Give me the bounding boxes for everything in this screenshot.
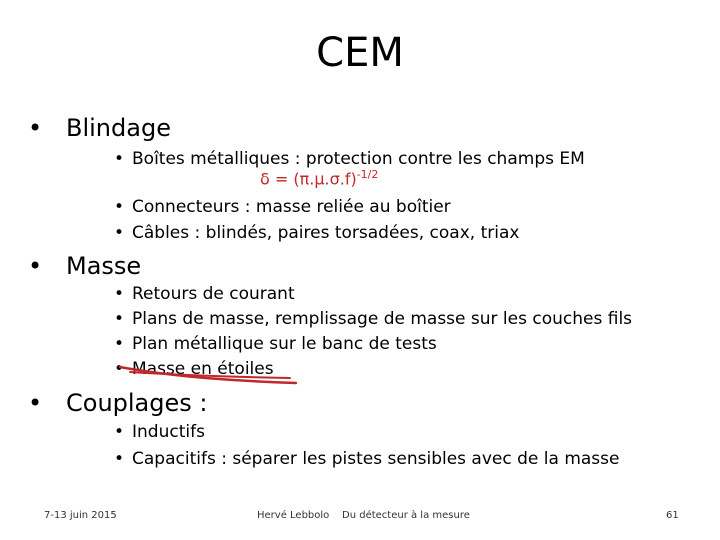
skin-depth-formula	[260, 168, 378, 188]
bullet-icon: •	[114, 284, 125, 304]
list-item	[114, 449, 619, 469]
section-heading-blindage	[28, 114, 171, 142]
formula-exponent: -1/2	[356, 168, 379, 181]
list-item-text: Masse en étoiles	[132, 359, 274, 379]
list-item-text: Plans de masse, remplissage de masse sur les couches fils	[132, 309, 633, 329]
list-item-text: Câbles : blindés, paires torsadées, coax, triax	[132, 223, 520, 243]
list-item-text: Capacitifs : séparer les pistes sensibles avec de la masse	[132, 449, 620, 469]
list-item-text: Retours de courant	[132, 284, 295, 304]
list-item-struck	[114, 359, 274, 379]
list-item	[114, 422, 205, 442]
bullet-icon: •	[114, 197, 125, 217]
footer-author: Hervé Lebbolo	[257, 510, 330, 521]
list-item-text: Connecteurs : masse reliée au boîtier	[132, 197, 451, 217]
footer-event: Du détecteur à la mesure	[342, 510, 470, 521]
list-item	[114, 334, 437, 354]
bullet-icon: •	[114, 334, 125, 354]
bullet-icon: •	[114, 449, 125, 469]
formula-text: δ = (π.µ.σ.f)	[260, 169, 357, 189]
section-heading-couplages	[28, 389, 207, 417]
list-item	[114, 149, 585, 169]
bullet-icon: •	[114, 359, 125, 379]
footer-page-number: 61	[666, 510, 679, 521]
section-heading-masse	[28, 252, 141, 280]
list-item	[114, 284, 295, 304]
heading-text: Couplages :	[66, 389, 208, 417]
bullet-icon: •	[28, 389, 43, 417]
heading-text: Masse	[66, 252, 142, 280]
heading-text: Blindage	[66, 114, 171, 142]
list-item	[114, 309, 632, 329]
list-item-text: Inductifs	[132, 422, 205, 442]
bullet-icon: •	[114, 422, 125, 442]
bullet-icon: •	[114, 309, 125, 329]
list-item-text: Plan métallique sur le banc de tests	[132, 334, 437, 354]
slide-title: CEM	[316, 30, 404, 76]
bullet-icon: •	[28, 114, 43, 142]
bullet-icon: •	[28, 252, 43, 280]
footer-date: 7-13 juin 2015	[44, 510, 117, 521]
bullet-icon: •	[114, 223, 125, 243]
bullet-icon: •	[114, 149, 125, 169]
list-item-text: Boîtes métalliques : protection contre les champs EM	[132, 149, 585, 169]
list-item	[114, 223, 519, 243]
list-item	[114, 197, 451, 217]
